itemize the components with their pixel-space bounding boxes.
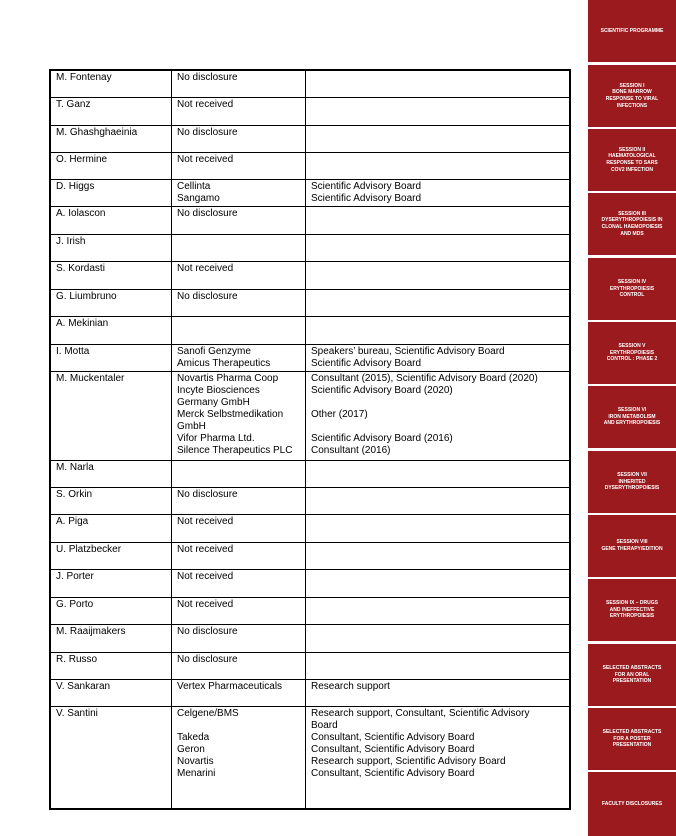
role-cell [306, 706, 571, 809]
table-row [50, 597, 570, 624]
disclosure-role: Research support, Consultant, Scientific Advisory [311, 707, 530, 719]
faculty-name: G. Porto [56, 598, 94, 610]
table-row [50, 542, 570, 569]
company-name: Incyte Biosciences [177, 384, 260, 396]
faculty-name: A. Iolascon [56, 207, 106, 219]
faculty-name: A. Mekinian [56, 317, 109, 329]
company-cell [172, 97, 306, 125]
nav-tab-label: FACULTY DISCLOSURES [601, 800, 663, 807]
nav-tab-label: SESSION VII INHERITED DYSERYTHROPOIESIS [604, 472, 660, 492]
role-cell [306, 514, 571, 542]
faculty-name: A. Piga [56, 515, 89, 527]
company-name: Sangamo [177, 192, 220, 204]
company-cell [172, 234, 306, 261]
company-name: Not received [177, 262, 234, 274]
faculty-name-cell [50, 460, 172, 487]
nav-tab-session-9[interactable] [588, 579, 676, 641]
nav-tab-label: SELECTED ABSTRACTS FOR AN ORAL PRESENTATION [602, 665, 662, 685]
company-name: No disclosure [177, 653, 238, 665]
table-row [50, 97, 570, 125]
faculty-name: V. Sankaran [56, 680, 111, 692]
company-cell [172, 371, 306, 460]
company-name: Not received [177, 598, 234, 610]
role-cell [306, 70, 571, 97]
company-name: Not received [177, 515, 234, 527]
company-cell [172, 487, 306, 514]
role-cell [306, 206, 571, 234]
nav-tab-label: SELECTED ABSTRACTS FOR A POSTER PRESENTATION [602, 729, 662, 749]
nav-tab-label: SESSION VI IRON METABOLISM AND ERYTHROPOIESIS [603, 407, 661, 427]
role-cell [306, 261, 571, 289]
disclosure-role: Scientific Advisory Board (2016) [311, 432, 453, 444]
disclosure-role: Board [311, 719, 338, 731]
nav-tab-poster-abstracts[interactable] [588, 708, 676, 770]
table-row [50, 206, 570, 234]
company-name: Not received [177, 543, 234, 555]
company-name [177, 720, 300, 732]
nav-tab-label: SESSION III DYSERYTHROPOIESIS IN CLONAL HAEMOPOIESIS AND MDS [601, 210, 663, 237]
faculty-name-cell [50, 289, 172, 316]
nav-tab-session-5[interactable] [588, 322, 676, 384]
role-cell [306, 460, 571, 487]
company-cell [172, 316, 306, 344]
company-name: Germany GmbH [177, 396, 250, 408]
disclosure-role: Scientific Advisory Board [311, 192, 422, 204]
table-row [50, 316, 570, 344]
faculty-name-cell [50, 514, 172, 542]
company-cell [172, 542, 306, 569]
company-cell [172, 569, 306, 597]
faculty-name-cell [50, 371, 172, 460]
role-cell [306, 97, 571, 125]
nav-tab-session-4[interactable] [588, 258, 676, 320]
nav-tab-session-7[interactable] [588, 451, 676, 513]
company-name: No disclosure [177, 290, 238, 302]
company-cell [172, 179, 306, 206]
table-row [50, 70, 570, 97]
disclosure-role: Speakers’ bureau, Scientific Advisory Board [311, 345, 505, 357]
table-row [50, 679, 570, 706]
company-name: No disclosure [177, 625, 238, 637]
faculty-name: M. Ghashghaeinia [56, 126, 138, 138]
faculty-disclosures-table [49, 69, 571, 810]
disclosure-role: Consultant (2016) [311, 444, 391, 456]
role-cell [306, 569, 571, 597]
table-row [50, 125, 570, 152]
company-name: Vifor Pharma Ltd. [177, 432, 255, 444]
role-cell [306, 487, 571, 514]
company-cell [172, 206, 306, 234]
faculty-name: M. Fontenay [56, 72, 112, 83]
nav-tab-label: SESSION V ERYTHROPOIESIS CONTROL : PHASE 2 [606, 343, 658, 363]
company-cell [172, 597, 306, 624]
disclosure-role: Research support, Scientific Advisory Board [311, 755, 506, 767]
company-name: Menarini [177, 767, 216, 779]
disclosure-role: Scientific Advisory Board (2020) [311, 384, 453, 396]
faculty-name: J. Porter [56, 570, 94, 582]
role-cell [306, 542, 571, 569]
company-cell [172, 460, 306, 487]
company-cell [172, 679, 306, 706]
faculty-name-cell [50, 597, 172, 624]
nav-tab-label: SESSION I BONE MARROW RESPONSE TO VIRAL INFECTIONS [605, 82, 659, 109]
faculty-name-cell [50, 679, 172, 706]
company-name: Cellinta [177, 180, 211, 192]
table-row [50, 261, 570, 289]
faculty-name: M. Muckentaler [56, 372, 125, 384]
faculty-name-cell [50, 152, 172, 179]
nav-tab-oral-abstracts[interactable] [588, 644, 676, 706]
table-row [50, 234, 570, 261]
company-cell [172, 125, 306, 152]
company-name: Geron [177, 743, 205, 755]
nav-tab-label: SESSION IV ERYTHROPOIESIS CONTROL [609, 279, 655, 299]
company-name: Novartis [177, 755, 214, 767]
table-row [50, 460, 570, 487]
faculty-name-cell [50, 179, 172, 206]
faculty-name: V. Santini [56, 707, 98, 719]
faculty-name: T. Ganz [56, 98, 91, 110]
company-name: Amicus Therapeutics [177, 357, 271, 369]
faculty-name-cell [50, 344, 172, 371]
faculty-name: I. Motta [56, 345, 90, 357]
faculty-name-cell [50, 652, 172, 679]
table-row [50, 487, 570, 514]
company-cell [172, 261, 306, 289]
company-cell [172, 652, 306, 679]
table-row [50, 624, 570, 652]
company-name: Celgene/BMS [177, 707, 239, 719]
disclosure-role: Consultant, Scientific Advisory Board [311, 731, 475, 743]
faculty-name: J. Irish [56, 235, 86, 247]
faculty-name: M. Raaijmakers [56, 625, 126, 637]
nav-tab-faculty-disclosures[interactable] [588, 772, 676, 836]
role-cell [306, 679, 571, 706]
faculty-name-cell [50, 706, 172, 809]
table-row [50, 514, 570, 542]
nav-tab-session-3[interactable] [588, 193, 676, 255]
role-cell [306, 371, 571, 460]
faculty-name-cell [50, 569, 172, 597]
role-cell [306, 652, 571, 679]
company-name: Takeda [177, 731, 210, 743]
nav-tab-session-1[interactable] [588, 65, 676, 127]
company-cell [172, 706, 306, 809]
faculty-name: O. Hermine [56, 153, 108, 165]
nav-tab-scientific-programme[interactable] [588, 0, 676, 62]
role-cell [306, 597, 571, 624]
company-name: Vertex Pharmaceuticals [177, 680, 283, 692]
faculty-name-cell [50, 234, 172, 261]
side-navigation [588, 0, 676, 836]
company-name: No disclosure [177, 207, 238, 219]
disclosure-role: Consultant, Scientific Advisory Board [311, 767, 475, 779]
company-name: Not received [177, 153, 234, 165]
company-name: Merck Selbstmedikation [177, 408, 284, 420]
role-cell [306, 289, 571, 316]
company-cell [172, 514, 306, 542]
faculty-name-cell [50, 261, 172, 289]
table-row [50, 371, 570, 460]
faculty-name-cell [50, 316, 172, 344]
role-cell [306, 152, 571, 179]
disclosure-role: Scientific Advisory Board [311, 357, 422, 369]
faculty-name-cell [50, 624, 172, 652]
company-name: GmbH [177, 420, 206, 432]
table-row [50, 179, 570, 206]
role-cell [306, 179, 571, 206]
nav-tab-label: SESSION VIII GENE THERAPY/EDITION [601, 539, 663, 552]
faculty-name: M. Narla [56, 461, 94, 473]
company-cell [172, 289, 306, 316]
disclosure-role: Scientific Advisory Board [311, 180, 422, 192]
faculty-name: G. Liumbruno [56, 290, 117, 302]
nav-tab-label: SESSION II HAEMATOLOGICAL RESPONSE TO SARS COV2 INFECTION [606, 146, 658, 173]
faculty-name-cell [50, 125, 172, 152]
company-name: No disclosure [177, 488, 238, 500]
company-name: Sanofi Genzyme [177, 345, 251, 357]
company-cell [172, 624, 306, 652]
company-cell [172, 344, 306, 371]
faculty-name: S. Orkin [56, 488, 93, 500]
faculty-name-cell [50, 542, 172, 569]
disclosure-role: Consultant (2015), Scientific Advisory Board (2020) [311, 372, 538, 384]
company-name: Silence Therapeutics PLC [177, 444, 293, 456]
faculty-name-cell [50, 97, 172, 125]
table-row [50, 652, 570, 679]
disclosure-role: Other (2017) [311, 408, 368, 420]
company-name: No disclosure [177, 72, 238, 83]
company-name: Novartis Pharma Coop [177, 372, 279, 384]
disclosure-role: Research support [311, 680, 390, 692]
table-row [50, 569, 570, 597]
nav-tab-session-2[interactable] [588, 129, 676, 191]
disclosure-role [311, 421, 564, 433]
faculty-name-cell [50, 487, 172, 514]
company-name: Not received [177, 570, 234, 582]
role-cell [306, 234, 571, 261]
nav-tab-label: SCIENTIFIC PROGRAMME [600, 27, 664, 34]
nav-tab-session-6[interactable] [588, 386, 676, 448]
nav-tab-label: SESSION IX – DRUGS AND INEFFECTIVE ERYTHROPOIESIS [606, 600, 658, 620]
faculty-name-cell [50, 70, 172, 97]
role-cell [306, 344, 571, 371]
faculty-name: U. Platzbecker [56, 543, 122, 555]
faculty-name-cell [50, 206, 172, 234]
table-row [50, 344, 570, 371]
company-name: Not received [177, 98, 234, 110]
faculty-name: D. Higgs [56, 180, 95, 192]
role-cell [306, 316, 571, 344]
role-cell [306, 125, 571, 152]
role-cell [306, 624, 571, 652]
table-row [50, 706, 570, 809]
table-row [50, 152, 570, 179]
faculty-name: R. Russo [56, 653, 98, 665]
company-name: No disclosure [177, 126, 238, 138]
nav-tab-session-8[interactable] [588, 515, 676, 577]
table-row [50, 289, 570, 316]
disclosure-role: Consultant, Scientific Advisory Board [311, 743, 475, 755]
faculty-name: S. Kordasti [56, 262, 105, 274]
company-cell [172, 70, 306, 97]
company-cell [172, 152, 306, 179]
disclosure-role [311, 397, 564, 409]
